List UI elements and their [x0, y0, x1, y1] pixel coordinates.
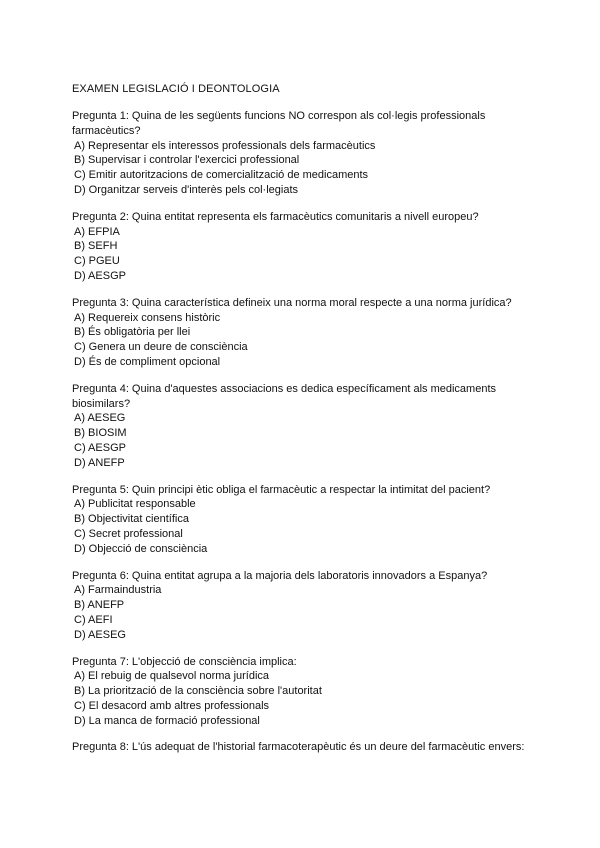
- question-text: Pregunta 1: Quina de les següents funcions NO correspon als col·legis professionals farmacèutics?: [72, 110, 486, 137]
- answer-option: D) ANEFP: [74, 456, 125, 469]
- exam-title: EXAMEN LEGISLACIÓ I DEONTOLOGIA: [72, 83, 280, 95]
- answer-option: A) Requereix consens històric: [74, 311, 221, 324]
- answer-option: B) La priorització de la consciència sobre l'autoritat: [74, 685, 322, 698]
- answer-option: B) SEFH: [74, 240, 118, 253]
- answer-option: C) AESGP: [74, 441, 126, 454]
- answer-option: A) Farmaindustria: [74, 584, 162, 597]
- question-text: Pregunta 5: Quin principi ètic obliga el farmacèutic a respectar la intimitat del pacient?: [72, 483, 491, 496]
- answer-option: C) Secret professional: [74, 527, 183, 540]
- answer-options: [72, 311, 540, 370]
- question-4: [72, 382, 540, 471]
- answer-option: B) ANEFP: [74, 599, 125, 612]
- answer-options: [72, 497, 540, 556]
- answer-option: C) Emitir autoritzacions de comercialització de medicaments: [74, 169, 369, 182]
- answer-option: A) Representar els interessos professionals dels farmacèutics: [74, 139, 376, 152]
- question-text: Pregunta 7: L'objecció de consciència implica:: [72, 655, 297, 668]
- answer-option: A) EFPIA: [74, 225, 120, 238]
- answer-option: D) AESEG: [74, 628, 126, 641]
- answer-option: B) BIOSIM: [74, 427, 127, 440]
- answer-option: D) AESGP: [74, 269, 126, 282]
- answer-option: A) AESEG: [74, 412, 126, 425]
- question-8: [72, 740, 540, 755]
- question-text: Pregunta 4: Quina d'aquestes associacions es dedica específicament als medicaments biosimilars?: [72, 382, 497, 410]
- question-7: [72, 655, 540, 729]
- answer-option: D) La manca de formació professional: [74, 714, 260, 727]
- answer-option: D) Organitzar serveis d'interès pels col·legiats: [74, 183, 299, 196]
- question-text: Pregunta 3: Quina característica defineix una norma moral respecte a una norma jurídica?: [72, 296, 512, 309]
- answer-options: [72, 411, 540, 470]
- answer-option: C) Genera un deure de consciència: [74, 341, 248, 354]
- answer-option: A) El rebuig de qualsevol norma jurídica: [74, 670, 270, 683]
- question-text: Pregunta 8: L'ús adequat de l'historial farmacoterapèutic és un deure del farmacèutic envers:: [72, 741, 525, 754]
- answer-option: C) PGEU: [74, 255, 120, 268]
- answer-options: [72, 139, 540, 198]
- answer-option: A) Publicitat responsable: [74, 498, 196, 511]
- question-1: [72, 109, 540, 198]
- question-2: [72, 210, 540, 284]
- answer-options: [72, 583, 540, 642]
- question-3: [72, 296, 540, 370]
- answer-option: D) És de compliment opcional: [74, 355, 221, 368]
- question-text: Pregunta 2: Quina entitat representa els farmacèutics comunitaris a nivell europeu?: [72, 210, 479, 223]
- answer-option: C) El desacord amb altres professionals: [74, 699, 270, 712]
- answer-options: [72, 669, 540, 728]
- question-text: Pregunta 6: Quina entitat agrupa a la majoria dels laboratoris innovadors a Espanya?: [72, 569, 488, 582]
- answer-option: B) Objectivitat científica: [74, 513, 189, 526]
- question-5: [72, 483, 540, 557]
- answer-option: B) És obligatòria per llei: [74, 326, 191, 339]
- answer-option: C) AEFI: [74, 613, 113, 626]
- answer-option: D) Objecció de consciència: [74, 542, 208, 555]
- answer-options: [72, 225, 540, 284]
- answer-option: B) Supervisar i controlar l'exercici professional: [74, 154, 300, 167]
- question-6: [72, 569, 540, 643]
